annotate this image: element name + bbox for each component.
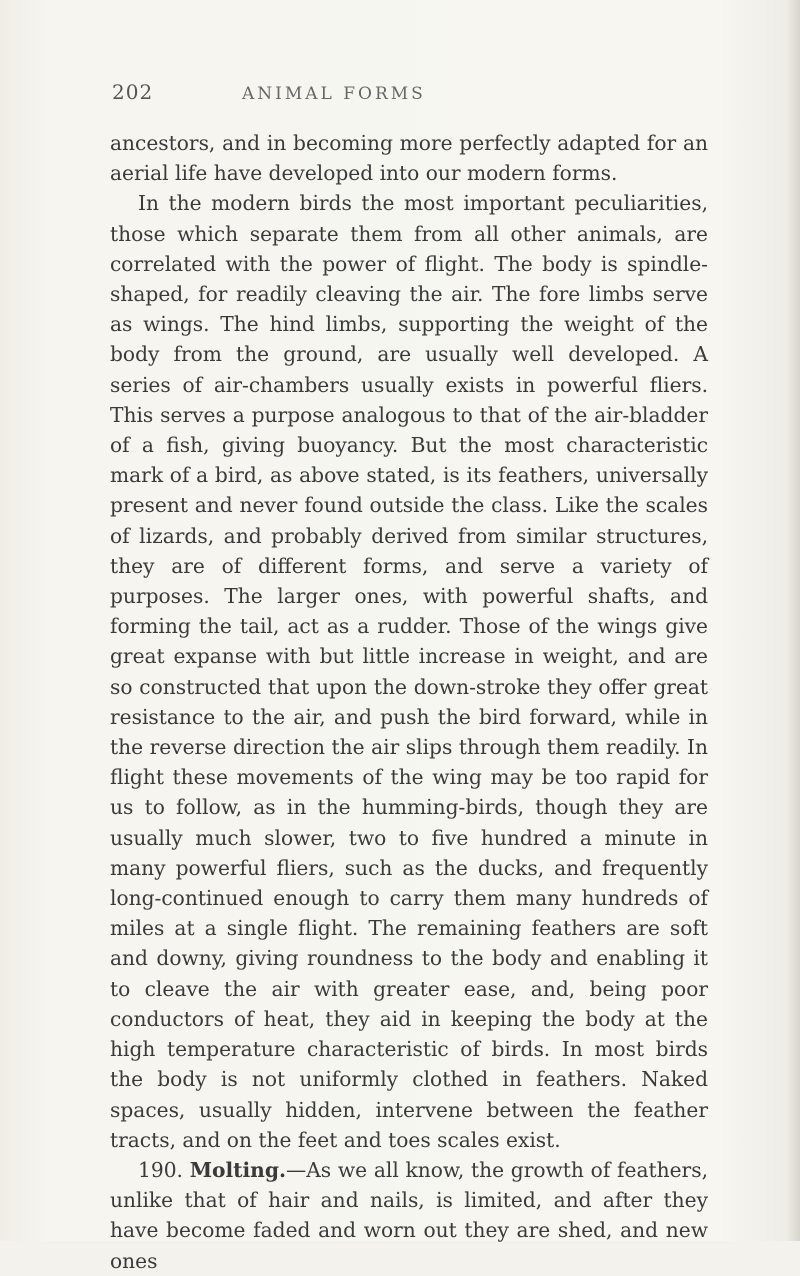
page-number: 202 (112, 80, 154, 104)
section-heading: Molting. (189, 1157, 286, 1182)
body-text (110, 128, 708, 1276)
paragraph-molting (110, 1155, 708, 1276)
paragraph-continuation: ancestors, and in becoming more perfectly adapted for an aerial life have developed into our modern forms. (110, 131, 708, 186)
running-head (112, 80, 712, 110)
section-text: —As we all know, the growth of feathers, unlike that of hair and nails, is limited, and after they have become faded and worn out they are shed, and new ones (110, 1157, 708, 1273)
section-number: 190. (138, 1157, 183, 1182)
paragraph-bird-peculiarities: In the modern birds the most important peculiarities, those which separate them from all other animals, are correlated with the power of flight. The body is spindle-shaped, for readily cleaving the air. The fore limbs serve as wings. The hind limbs, supporting the weight of the body from the ground, are usually well developed. A series of air-chambers usually exists in powerful fliers. This serves a purpose analogous to that of the air-bladder of a fish, giving buoyancy. But the most characteristic mark of a bird, as above stated, is its feathers, universally present and never found outside the class. Like the scales of lizards, and probably derived from similar structures, they are of different forms, and serve a variety of purposes. The larger ones, with powerful shafts, and forming the tail, act as a rudder. Those of the wings give great expanse with but little increase in weight, and are so constructed that upon the down-stroke they offer great resistance to the air, and push the bird forward, while in the reverse direction the air slips through them readily. In flight these movements of the wing may be too rapid for us to follow, as in the humming-birds, though they are usually much slower, two to five hundred a minute in many powerful fliers, such as the ducks, and frequently long-continued enough to carry them many hundreds of miles at a single flight. The remaining feathers are soft and downy, giving roundness to the body and enabling it to cleave the air with greater ease, and, being poor conductors of heat, they aid in keeping the body at the high temperature characteristic of birds. In most birds the body is not uniformly clothed in feathers. Naked spaces, usually hidden, intervene between the feather tracts, and on the feet and toes scales exist. (110, 191, 708, 1152)
running-title: ANIMAL FORMS (242, 84, 426, 104)
page-edge-shadow (786, 0, 800, 1241)
